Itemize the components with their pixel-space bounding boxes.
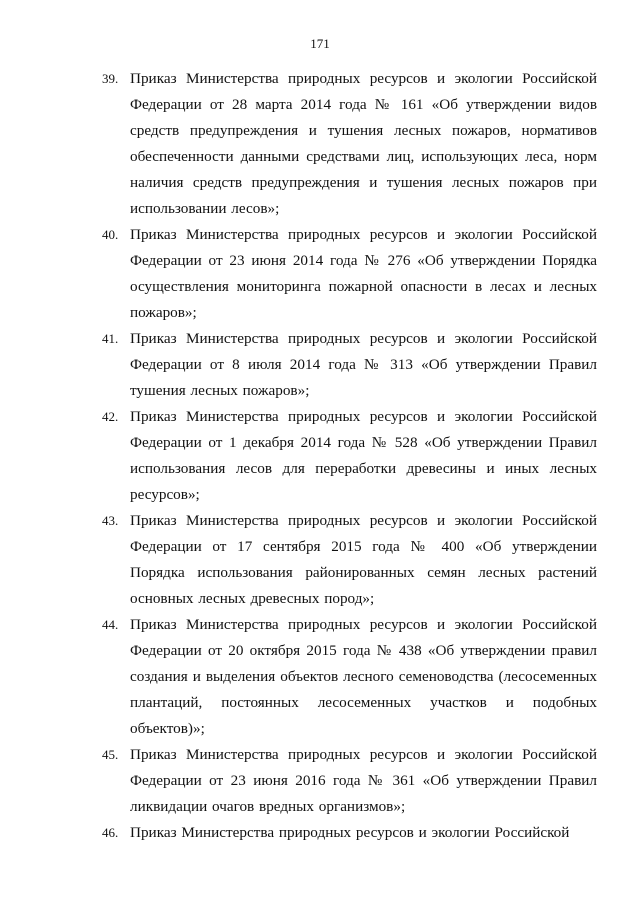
item-text: Приказ Министерства природных ресурсов и экологии Российской Федерации от 17 сентября 2015 года № 400 «Об утверждении Порядка использования районированных семян лесных растений основных лесных древесных пород»; xyxy=(130,512,597,607)
list-item xyxy=(102,508,597,612)
item-text: Приказ Министерства природных ресурсов и экологии Российской Федерации от 20 октября 2015 года № 438 «Об утверждении правил создания и выделения объектов лесного семеноводства (лесосеменных плантаций, постоянных лесосеменных участков и подобных объектов)»; xyxy=(130,616,597,737)
list-item xyxy=(102,742,597,820)
list-item xyxy=(102,612,597,742)
item-number: 40. xyxy=(102,227,119,242)
item-number: 43. xyxy=(102,513,119,528)
list-item xyxy=(102,66,597,222)
item-text: Приказ Министерства природных ресурсов и экологии Российской Федерации от 28 марта 2014 года № 161 «Об утверждении видов средств предупреждения и тушения лесных пожаров, нормативов обеспеченности данными средствами лиц, использующих леса, норм наличия средств предупреждения и тушения лесных пожаров при использовании лесов»; xyxy=(130,70,597,217)
item-number: 45. xyxy=(102,747,119,762)
list-item xyxy=(102,820,597,846)
item-number: 44. xyxy=(102,617,119,632)
item-text: Приказ Министерства природных ресурсов и экологии Российской Федерации от 23 июня 2016 года № 361 «Об утверждении Правил ликвидации очагов вредных организмов»; xyxy=(130,746,597,815)
list-item xyxy=(102,326,597,404)
item-number: 42. xyxy=(102,409,119,424)
page-number: 171 xyxy=(310,36,330,51)
item-text: Приказ Министерства природных ресурсов и экологии Российской Федерации от 23 июня 2014 года № 276 «Об утверждении Порядка осуществления мониторинга пожарной опасности в лесах и лесных пожаров»; xyxy=(130,226,597,321)
item-text: Приказ Министерства природных ресурсов и экологии Российской Федерации от 1 декабря 2014 года № 528 «Об утверждении Правил использования лесов для переработки древесины и иных лесных ресурсов»; xyxy=(130,408,597,503)
item-number: 46. xyxy=(102,825,119,840)
item-text: Приказ Министерства природных ресурсов и экологии Российской xyxy=(130,824,570,841)
list-item xyxy=(102,222,597,326)
list-item xyxy=(102,404,597,508)
item-text: Приказ Министерства природных ресурсов и экологии Российской Федерации от 8 июля 2014 года № 313 «Об утверждении Правил тушения лесных пожаров»; xyxy=(130,330,597,399)
item-number: 39. xyxy=(102,71,119,86)
document-list xyxy=(102,66,597,846)
item-number: 41. xyxy=(102,331,119,346)
